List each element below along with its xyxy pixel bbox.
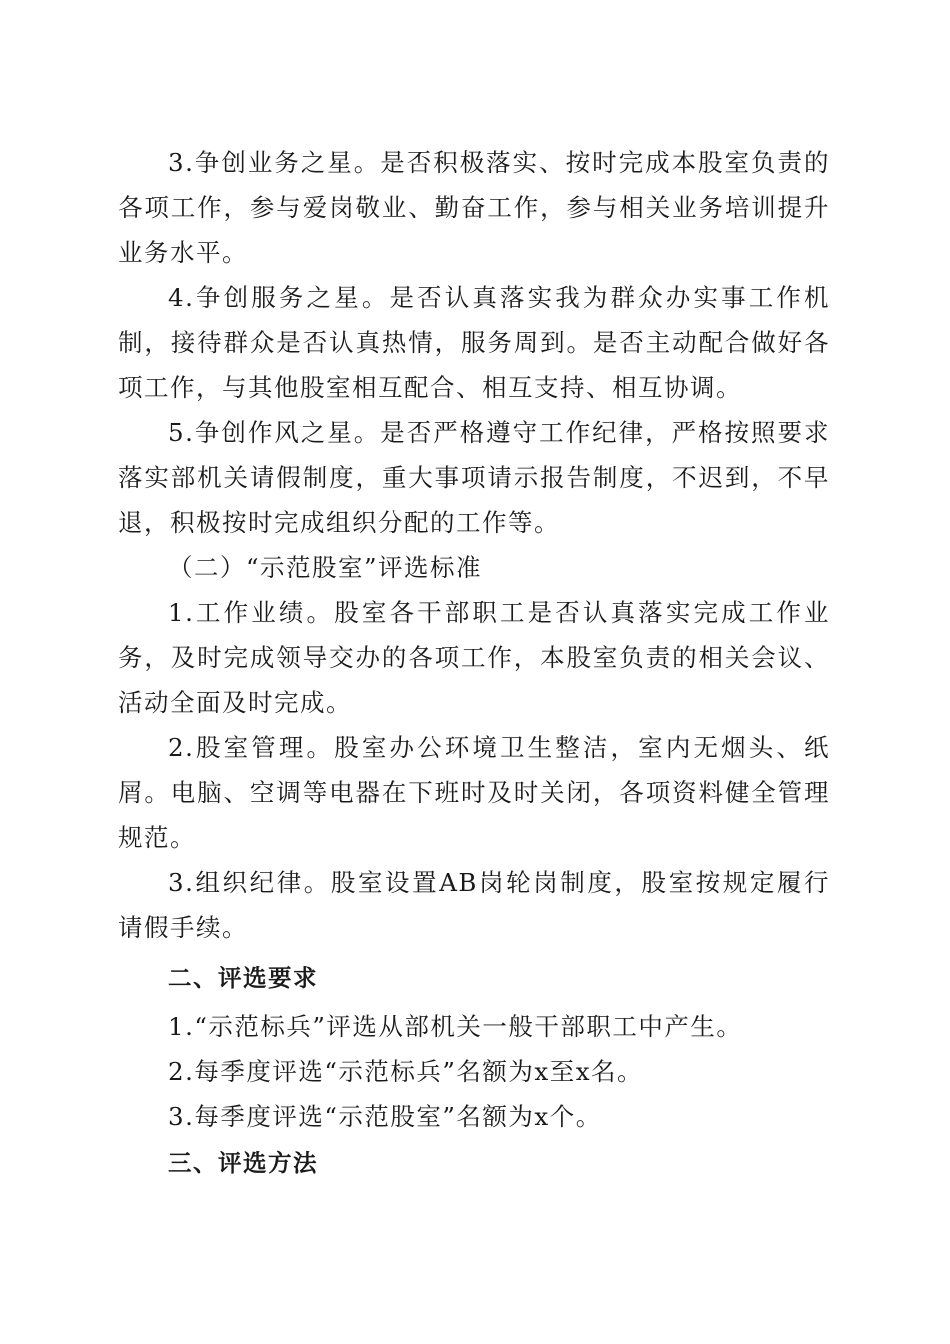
- paragraph-business-star: 3.争创业务之星。是否积极落实、按时完成本股室负责的各项工作，参与爱岗敬业、勤奋工作，参与相关业务培训提升业务水平。: [118, 148, 830, 267]
- paragraph-work-performance: 1.工作业绩。股室各干部职工是否认真落实完成工作业务，及时完成领导交办的各项工作，本股室负责的相关会议、活动全面及时完成。: [118, 598, 830, 717]
- paragraph-requirement-2: 2.每季度评选“示范标兵”名额为x至x名。: [168, 1057, 644, 1086]
- heading-selection-requirements: 二、评选要求: [168, 964, 318, 992]
- paragraph-requirement-3: 3.每季度评选“示范股室”名额为x个。: [168, 1102, 602, 1131]
- document-page: [118, 140, 830, 1189]
- paragraph-office-management: 2.股室管理。股室办公环境卫生整洁，室内无烟头、纸屑。电脑、空调等电器在下班时及时关闭，各项资料健全管理规范。: [118, 733, 830, 852]
- paragraph-requirement-1: 1.“示范标兵”评选从部机关一般干部职工中产生。: [168, 1012, 743, 1041]
- paragraph-service-star: 4.争创服务之星。是否认真落实我为群众办实事工作机制，接待群众是否认真热情，服务周到。是否主动配合做好各项工作，与其他股室相互配合、相互支持、相互协调。: [118, 283, 830, 402]
- subheading-model-office-criteria: （二）“示范股室”评选标准: [168, 553, 483, 582]
- paragraph-discipline: 3.组织纪律。股室设置AB岗轮岗制度，股室按规定履行请假手续。: [118, 868, 830, 942]
- paragraph-style-star: 5.争创作风之星。是否严格遵守工作纪律，严格按照要求落实部机关请假制度，重大事项请示报告制度，不迟到，不早退，积极按时完成组织分配的工作等。: [118, 418, 830, 537]
- heading-selection-method: 三、评选方法: [168, 1149, 318, 1177]
